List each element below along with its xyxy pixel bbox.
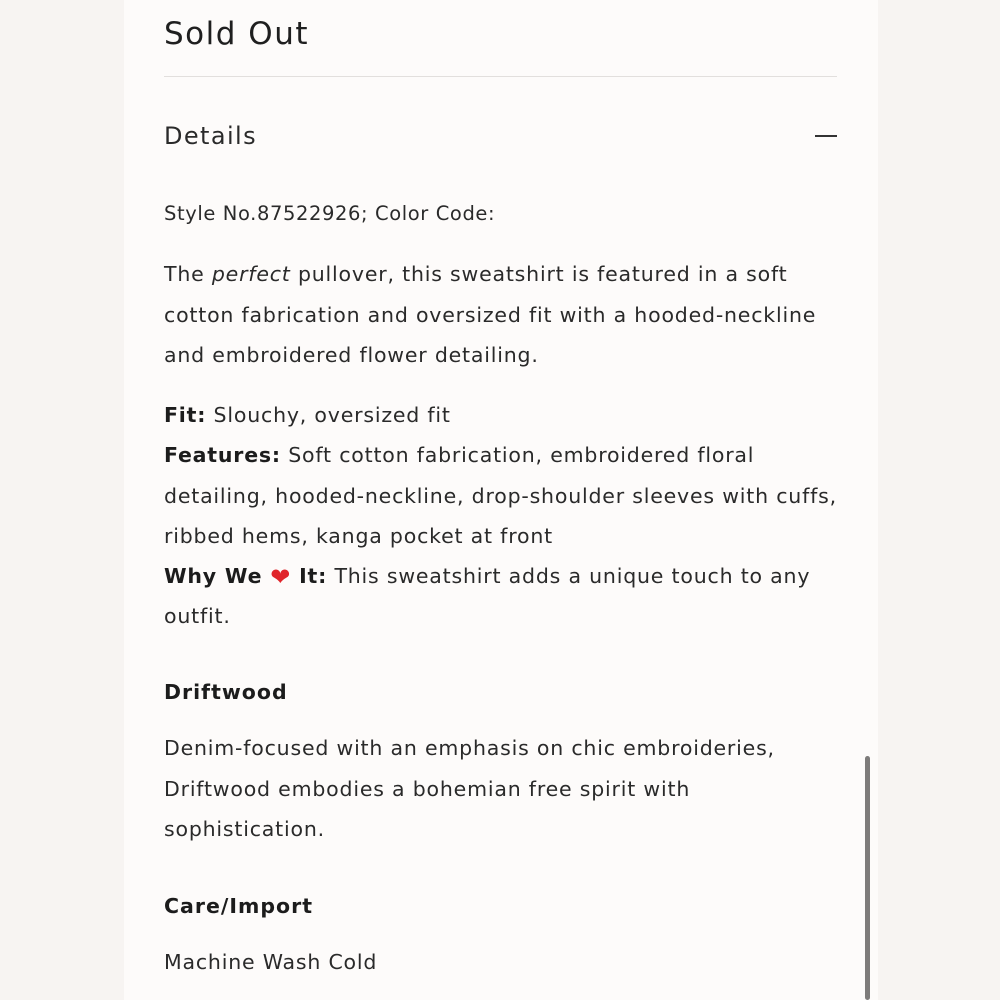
fit-value: Slouchy, oversized fit (206, 403, 451, 427)
fit-label: Fit: (164, 403, 207, 427)
style-prefix: Style No. (164, 202, 257, 225)
why-label (164, 563, 328, 592)
care-title: Care/Import (164, 894, 314, 918)
why-label-pre: Why We (164, 564, 271, 589)
product-specs (164, 395, 837, 637)
description-emphasis: perfect (211, 262, 291, 286)
details-accordion-header[interactable] (164, 116, 837, 156)
description-text: The (164, 262, 212, 286)
care-instructions: Machine Wash Cold (164, 950, 378, 974)
divider (164, 76, 837, 77)
details-title: Details (164, 122, 258, 150)
description-text-rest: pullover, this sweatshirt is featured in a soft cotton fabrication and oversized fit with a hooded-neckline and embroidered flower detailing. (164, 262, 817, 367)
style-number-line (164, 200, 495, 228)
scrollbar-thumb[interactable] (865, 756, 870, 1000)
why-we-love-it-line (164, 556, 837, 637)
fit-line (164, 395, 837, 435)
product-details-panel (124, 0, 878, 1000)
sold-out-label: Sold Out (164, 16, 309, 52)
features-line (164, 435, 837, 556)
brand-title: Driftwood (164, 680, 288, 704)
minus-icon[interactable] (815, 135, 837, 137)
brand-description: Denim-focused with an emphasis on chic embroideries, Driftwood embodies a bohemian free spirit with sophistication. (164, 736, 775, 841)
style-number: 87522926 (256, 202, 362, 225)
product-description (164, 254, 837, 376)
features-value: Soft cotton fabrication, embroidered floral detailing, hooded-neckline, drop-shoulder sleeves with cuffs, ribbed hems, kanga pocket at front (164, 443, 837, 548)
style-separator: ; (361, 202, 375, 225)
heart-icon: ❤ (270, 563, 292, 592)
features-label: Features: (164, 443, 281, 468)
why-label-post: It: (291, 564, 328, 589)
color-code-label: Color Code: (374, 202, 496, 225)
why-value: This sweatshirt adds a unique touch to any outfit. (164, 564, 811, 629)
